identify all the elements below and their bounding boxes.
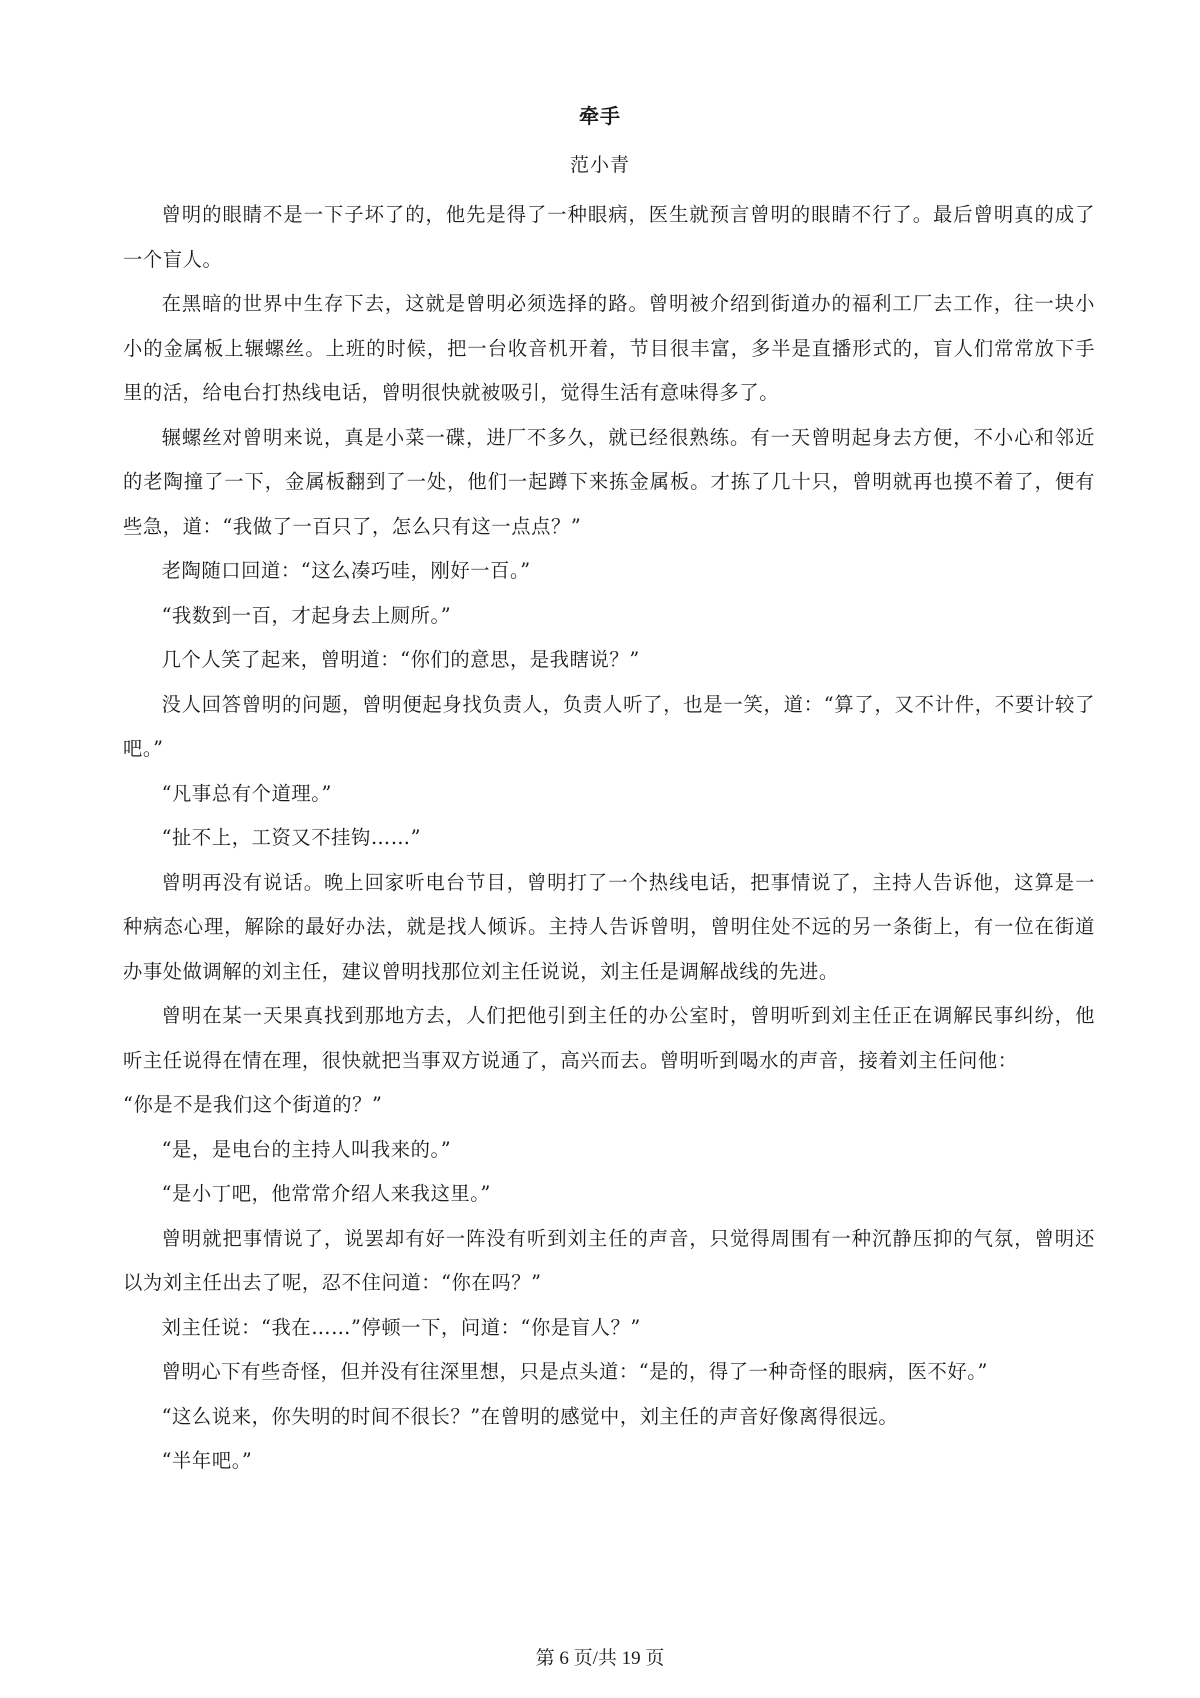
paragraph: 曾明在某一天果真找到那地方去，人们把他引到主任的办公室时，曾明听到刘主任正在调解民事纠纷，他听主任说得在情在理，很快就把当事双方说通了，高兴而去。曾明听到喝水的声音，接着刘主任问他：: [123, 1004, 1095, 1072]
paragraph: 曾明就把事情说了，说罢却有好一阵没有听到刘主任的声音，只觉得周围有一种沉静压抑的气氛，曾明还以为刘主任出去了呢，忍不住问道：“你在吗？”: [123, 1226, 1095, 1294]
paragraph: “这么说来，你失明的时间不很长？”在曾明的感觉中，刘主任的声音好像离得很远。: [161, 1404, 899, 1428]
paragraph: 曾明的眼睛不是一下子坏了的，他先是得了一种眼病，医生就预言曾明的眼睛不行了。最后曾明真的成了一个盲人。: [123, 203, 1095, 271]
paragraph: 刘主任说：“我在……”停顿一下，问道：“你是盲人？”: [161, 1315, 641, 1339]
paragraph: 老陶随口回道：“这么凑巧哇，刚好一百。”: [161, 559, 531, 582]
article-body: [123, 193, 1095, 1484]
article-author: 范小青: [569, 154, 630, 176]
paragraph: “扯不上，工资又不挂钩……”: [161, 826, 422, 849]
paragraph: “我数到一百，才起身去上厕所。”: [161, 603, 452, 627]
paragraph: “你是不是我们这个街道的？”: [123, 1093, 383, 1116]
paragraph: 在黑暗的世界中生存下去，这就是曾明必须选择的路。曾明被介绍到街道办的福利工厂去工作，往一块小小的金属板上辗螺丝。上班的时候，把一台收音机开着，节目很丰富，多半是直播形式的，盲人们常常放下手里的活，给电台打热线电话，曾明很快就被吸引，觉得生活有意味得多了。: [123, 292, 1095, 404]
paragraph: 辗螺丝对曾明来说，真是小菜一碟，进厂不多久，就已经很熟练。有一天曾明起身去方便，不小心和邻近的老陶撞了一下，金属板翻到了一处，他们一起蹲下来拣金属板。才拣了几十只，曾明就再也摸不着了，便有些急，道：“我做了一百只了，怎么只有这一点点？”: [123, 425, 1095, 538]
paragraph: 几个人笑了起来，曾明道：“你们的意思，是我瞎说？”: [161, 648, 640, 671]
page-number: 第 6 页/共 19 页: [535, 1648, 665, 1669]
paragraph: “半年吧。”: [161, 1449, 253, 1472]
paragraph: “是，是电台的主持人叫我来的。”: [161, 1137, 452, 1161]
paragraph: 曾明心下有些奇怪，但并没有往深里想，只是点头道：“是的，得了一种奇怪的眼病，医不好。”: [161, 1360, 988, 1383]
paragraph: “是小丁吧，他常常介绍人来我这里。”: [161, 1182, 491, 1205]
paragraph: “凡事总有个道理。”: [161, 781, 332, 805]
paragraph: 曾明再没有说话。晚上回家听电台节目，曾明打了一个热线电话，把事情说了，主持人告诉他，这算是一种病态心理，解除的最好办法，就是找人倾诉。主持人告诉曾明，曾明住处不远的另一条街上，有一位在街道办事处做调解的刘主任，建议曾明找那位刘主任说说，刘主任是调解战线的先进。: [123, 870, 1095, 983]
article-title: 牵手: [579, 104, 621, 128]
paragraph: 没人回答曾明的问题，曾明便起身找负责人，负责人听了，也是一笑，道：“算了，又不计件，不要计较了吧。”: [123, 692, 1095, 760]
